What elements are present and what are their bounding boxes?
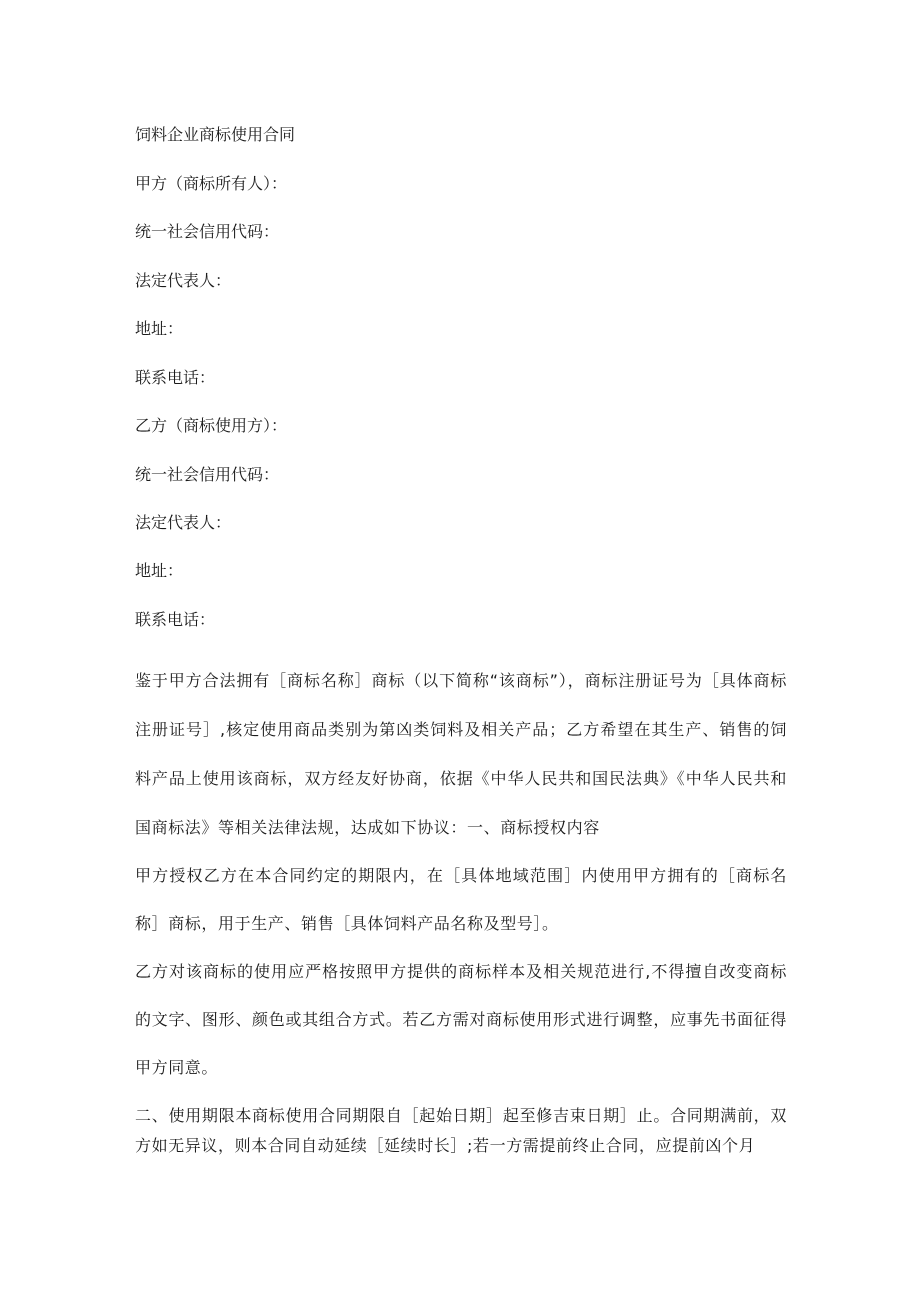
party-b-address: 地址： [135,561,184,580]
party-a-heading: 甲方（商标所有人）： [135,174,288,193]
document-title: 饲料企业商标使用合同 [135,125,296,144]
party-b-phone: 联系电话： [135,610,216,629]
party-b-legal-rep: 法定代表人： [135,513,232,532]
party-a-address: 地址： [135,319,184,338]
party-a-legal-rep: 法定代表人： [135,271,232,290]
preamble-paragraph: 鉴于甲方合法拥有［商标名称］商标（以下简称“该商标”），商标注册证号为［具体商标注册证号］,核定使用商品类别为第凶类饲料及相关产品；乙方希望在其生产、销售的饲料产品上使用该商标，双方经友好协商，依据《中华人民共和国民法典》《中华人民共和国商标法》等相关法律法规，达成如下协议：一、商标授权内容 [135,671,787,837]
party-a-phone: 联系电话： [135,368,216,387]
party-a-credit-code: 统一社会信用代码： [135,222,280,241]
party-b-credit-code: 统一社会信用代码： [135,465,280,484]
clause-1-paragraph-2: 乙方对该商标的使用应严格按照甲方提供的商标样本及相关规范进行,不得擅自改变商标的文字、图形、颜色或其组合方式。若乙方需对商标使用形式进行调整，应事先书面征得甲方同意。 [135,962,787,1077]
clause-2-paragraph: 二、使用期限本商标使用合同期限自［起始日期］起至修吉束日期］止。合同期满前，双方如无异议，则本合同自动延续［延续时长］;若一方需提前终止合同，应提前凶个月 [135,1106,787,1155]
party-b-heading: 乙方（商标使用方）： [135,416,288,435]
clause-1-paragraph-1: 甲方授权乙方在本合同约定的期限内，在［具体地域范围］内使用甲方拥有的［商标名称］商标，用于生产、销售［具体饲料产品名称及型号］。 [135,866,787,933]
